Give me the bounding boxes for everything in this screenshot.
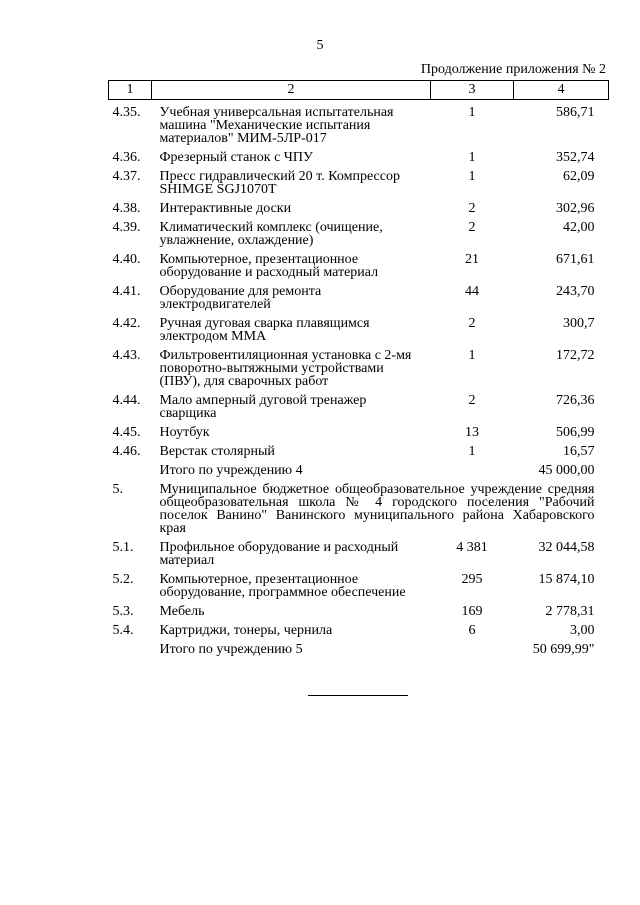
item-name: Интерактивные доски bbox=[159, 201, 292, 216]
table-row bbox=[109, 541, 609, 573]
item-name: Фильтровентиляционная установка с 2-мя поворотно-вытяжными устройствами (ПВУ), для сварочных работ bbox=[159, 348, 412, 389]
item-name: Пресс гидравлический 20 т. Компрессор SHIMGE SGJ1070T bbox=[159, 169, 400, 197]
item-amount: 506,99 bbox=[556, 425, 595, 440]
end-of-document-rule bbox=[308, 695, 408, 696]
table-row bbox=[109, 643, 609, 662]
table-row bbox=[109, 624, 609, 643]
table-row bbox=[109, 317, 609, 349]
appendix-table bbox=[108, 80, 609, 662]
item-name: Компьютерное, презентационное оборудование и расходный материал bbox=[159, 252, 379, 280]
item-name: Картриджи, тонеры, чернила bbox=[159, 623, 333, 638]
item-name: Климатический комплекс (очищение, увлажнение, охлаждение) bbox=[159, 220, 383, 248]
table-row bbox=[109, 100, 609, 152]
item-name: Ручная дуговая сварка плавящимся электродом ММА bbox=[159, 316, 370, 344]
item-amount: 2 778,31 bbox=[545, 604, 595, 619]
item-name: Итого по учреждению 4 bbox=[159, 463, 303, 478]
item-amount: 50 699,99" bbox=[532, 642, 595, 657]
table-row bbox=[109, 483, 609, 541]
table-row bbox=[109, 285, 609, 317]
item-quantity: 1 bbox=[468, 444, 476, 459]
item-name: Компьютерное, презентационное оборудование, программное обеспечение bbox=[159, 572, 406, 600]
table-header-row bbox=[109, 81, 609, 100]
item-quantity: 1 bbox=[468, 105, 476, 120]
table-row bbox=[109, 605, 609, 624]
item-amount: 62,09 bbox=[563, 169, 595, 184]
item-quantity: 169 bbox=[461, 604, 483, 619]
row-number: 5. bbox=[112, 482, 123, 497]
table-row bbox=[109, 426, 609, 445]
item-quantity: 2 bbox=[468, 220, 476, 235]
item-quantity: 1 bbox=[468, 150, 476, 165]
institution-name: Муниципальное бюджетное общеобразовательное учреждение средняя общеобразовательная школа № 4 городского поселения "Рабочий поселок Ванино" Ванинского муниципального района Хабаровского края bbox=[159, 482, 595, 536]
item-amount: 172,72 bbox=[556, 348, 595, 363]
column-header: 4 bbox=[514, 81, 609, 100]
row-number: 4.38. bbox=[112, 201, 141, 216]
table-row bbox=[109, 202, 609, 221]
row-number: 4.36. bbox=[112, 150, 141, 165]
row-number: 5.4. bbox=[112, 623, 134, 638]
appendix-continuation-label: Продолжение приложения № 2 bbox=[420, 62, 606, 77]
column-header: 3 bbox=[431, 81, 514, 100]
item-amount: 243,70 bbox=[556, 284, 595, 299]
item-quantity: 6 bbox=[468, 623, 476, 638]
item-amount: 16,57 bbox=[563, 444, 595, 459]
table-row bbox=[109, 573, 609, 605]
row-number: 4.37. bbox=[112, 169, 141, 184]
item-quantity: 1 bbox=[468, 348, 476, 363]
table-row bbox=[109, 170, 609, 202]
page-number: 5 bbox=[316, 38, 324, 53]
item-name: Верстак столярный bbox=[159, 444, 275, 459]
item-amount: 352,74 bbox=[556, 150, 595, 165]
item-amount: 45 000,00 bbox=[538, 463, 595, 478]
item-amount: 302,96 bbox=[556, 201, 595, 216]
row-number: 4.39. bbox=[112, 220, 141, 235]
item-amount: 3,00 bbox=[570, 623, 595, 638]
row-number bbox=[109, 464, 152, 483]
item-name: Оборудование для ремонта электродвигателей bbox=[159, 284, 322, 312]
item-amount: 671,61 bbox=[556, 252, 595, 267]
row-number: 5.2. bbox=[112, 572, 134, 587]
item-name: Итого по учреждению 5 bbox=[159, 642, 303, 657]
row-number: 4.40. bbox=[112, 252, 141, 267]
item-quantity: 2 bbox=[468, 393, 476, 408]
item-quantity: 1 bbox=[468, 169, 476, 184]
row-number: 4.46. bbox=[112, 444, 141, 459]
item-amount: 300,7 bbox=[563, 316, 595, 331]
item-name: Профильное оборудование и расходный материал bbox=[159, 540, 399, 568]
item-amount: 42,00 bbox=[563, 220, 595, 235]
item-quantity: 295 bbox=[461, 572, 483, 587]
item-quantity bbox=[431, 464, 514, 483]
item-quantity: 2 bbox=[468, 201, 476, 216]
row-number: 4.41. bbox=[112, 284, 141, 299]
row-number: 4.45. bbox=[112, 425, 141, 440]
item-name: Мало амперный дуговой тренажер сварщика bbox=[159, 393, 367, 421]
item-name: Мебель bbox=[159, 604, 205, 619]
item-name: Фрезерный станок с ЧПУ bbox=[159, 150, 313, 165]
row-number: 4.43. bbox=[112, 348, 141, 363]
item-quantity: 21 bbox=[465, 252, 479, 267]
row-number: 4.35. bbox=[112, 105, 141, 120]
row-number: 4.44. bbox=[112, 393, 141, 408]
row-number: 5.1. bbox=[112, 540, 134, 555]
column-header: 1 bbox=[109, 81, 152, 100]
column-header: 2 bbox=[152, 81, 431, 100]
item-quantity: 44 bbox=[465, 284, 479, 299]
item-amount: 15 874,10 bbox=[538, 572, 595, 587]
item-name: Ноутбук bbox=[159, 425, 210, 440]
item-quantity: 2 bbox=[468, 316, 476, 331]
item-amount: 726,36 bbox=[556, 393, 595, 408]
item-quantity: 13 bbox=[465, 425, 479, 440]
table-row bbox=[109, 221, 609, 253]
item-amount: 32 044,58 bbox=[538, 540, 595, 555]
item-amount: 586,71 bbox=[556, 105, 595, 120]
table-row bbox=[109, 445, 609, 464]
table-row bbox=[109, 151, 609, 170]
table-row bbox=[109, 253, 609, 285]
table-row bbox=[109, 464, 609, 483]
item-quantity bbox=[431, 643, 514, 662]
item-quantity: 4 381 bbox=[456, 540, 488, 555]
row-number: 4.42. bbox=[112, 316, 141, 331]
item-name: Учебная универсальная испытательная машина "Механические испытания материалов" МИМ-5ЛР-017 bbox=[159, 105, 394, 146]
row-number: 5.3. bbox=[112, 604, 134, 619]
row-number bbox=[109, 643, 152, 662]
table-body bbox=[109, 100, 609, 663]
table-row bbox=[109, 349, 609, 394]
table-row bbox=[109, 394, 609, 426]
